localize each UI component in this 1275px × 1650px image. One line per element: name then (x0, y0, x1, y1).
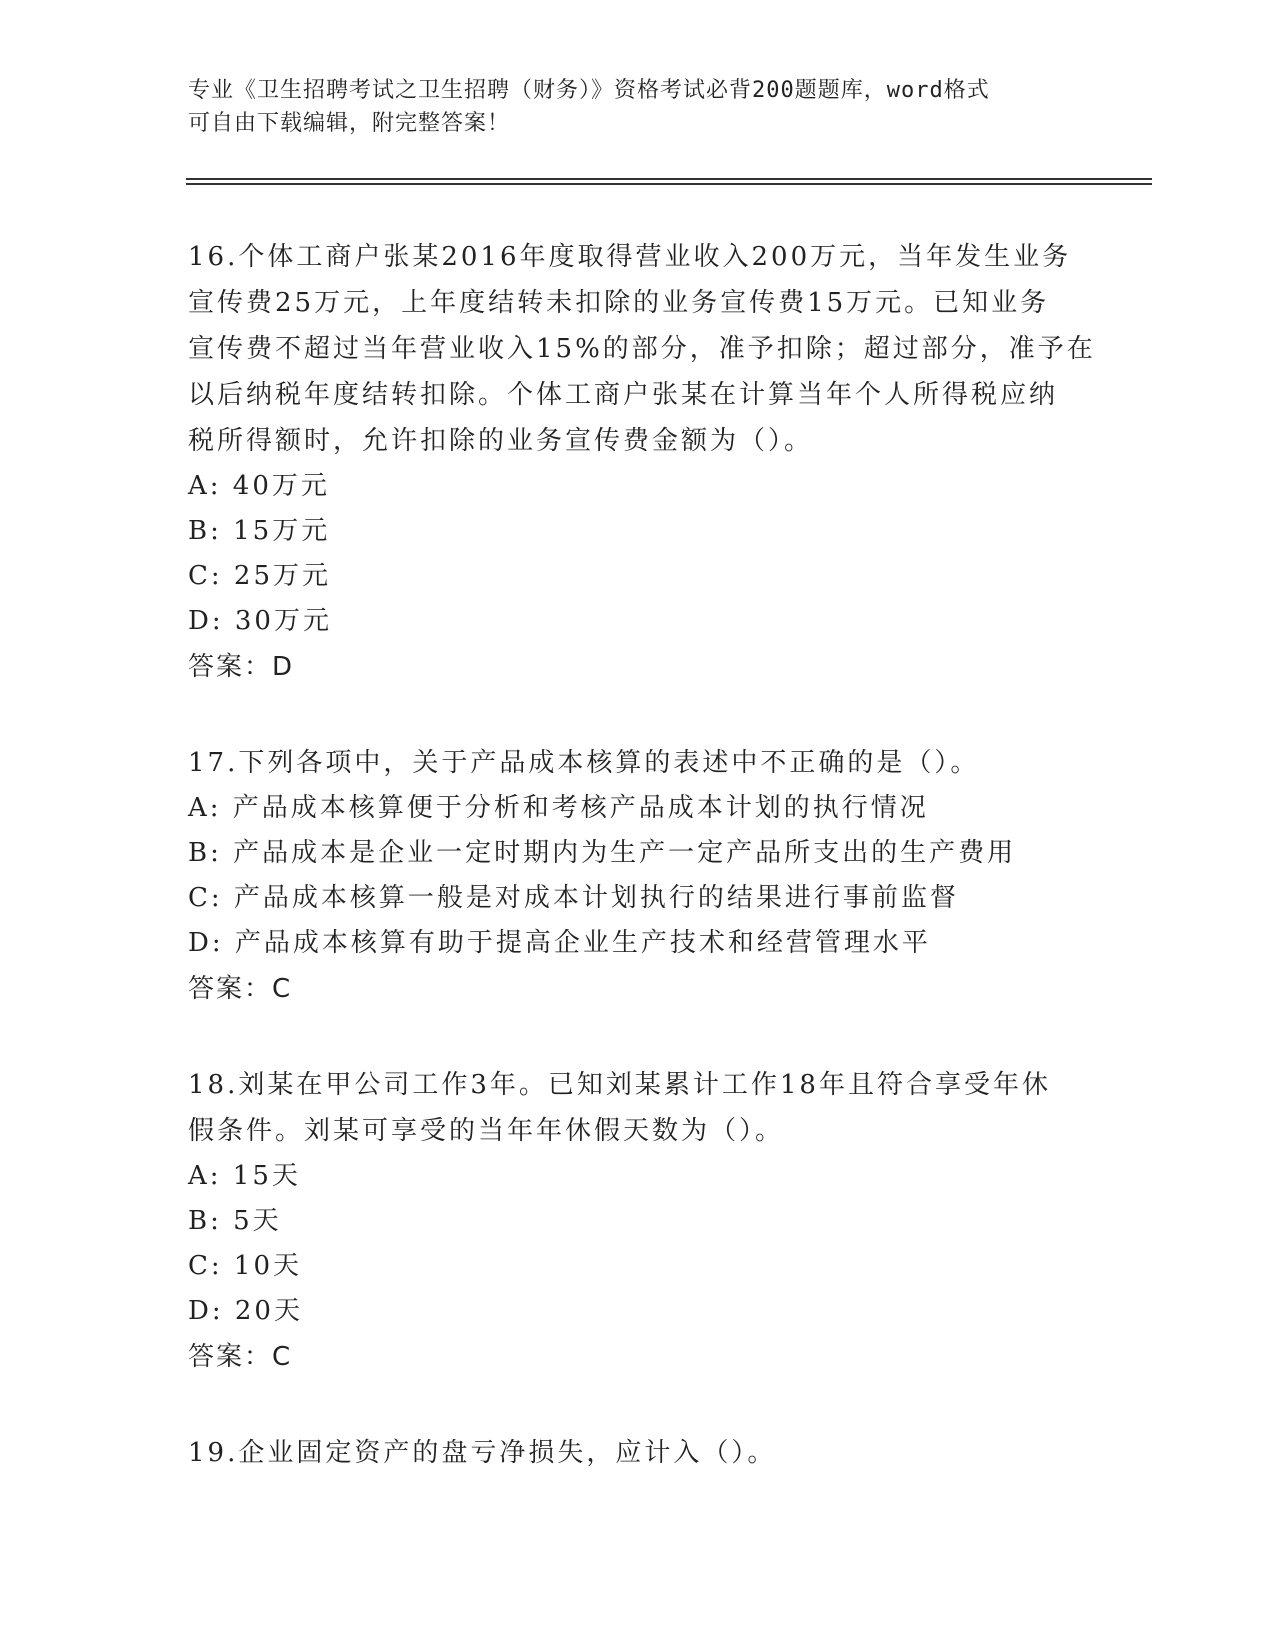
option-c: C: 产品成本核算一般是对成本计划执行的结果进行事前监督 (188, 883, 959, 913)
option-a: A: 产品成本核算便于分析和考核产品成本计划的执行情况 (188, 793, 929, 823)
question-text-line: 宣传费不超过当年营业收入15%的部分，准予扣除；超过部分，准予在 (188, 334, 1096, 364)
option-b: B: 产品成本是企业一定时期内为生产一定产品所支出的生产费用 (188, 838, 1017, 868)
option-d: D: 产品成本核算有助于提高企业生产技术和经营管理水平 (188, 928, 931, 958)
question-text-line: 税所得额时，允许扣除的业务宣传费金额为（）。 (188, 426, 814, 456)
header-line: 可自由下载编辑，附完整答案！ (188, 111, 511, 136)
option-c: C: 25万元 (188, 561, 332, 591)
question-16 (188, 234, 1108, 691)
answer-line: 答案：C (188, 974, 293, 1004)
question-text-line: 假条件。刘某可享受的当年年休假天数为（）。 (188, 1116, 785, 1146)
option-d: D: 30万元 (188, 606, 332, 636)
question-text-line: 宣传费25万元，上年度结转未扣除的业务宣传费15万元。已知业务 (188, 288, 1050, 318)
document-header (188, 74, 1068, 140)
answer-line: 答案：D (188, 652, 295, 682)
header-line: 专业《卫生招聘考试之卫生招聘（财务）》资格考试必背200题题库，word格式 (188, 78, 990, 103)
option-c: C: 10天 (188, 1251, 303, 1281)
option-a: A: 15天 (188, 1161, 301, 1191)
question-text-line: 以后纳税年度结转扣除。个体工商户张某在计算当年个人所得税应纳 (188, 380, 1059, 410)
option-b: B: 5天 (188, 1206, 282, 1236)
option-a: A: 40万元 (188, 471, 330, 501)
answer-line: 答案：C (188, 1342, 293, 1372)
question-list (188, 234, 1108, 1525)
question-text-line: 19.企业固定资产的盘亏净损失，应计入（）。 (188, 1438, 777, 1468)
header-divider (186, 178, 1152, 180)
question-text-line: 17.下列各项中，关于产品成本核算的表述中不正确的是（）。 (188, 748, 980, 778)
option-d: D: 20天 (188, 1296, 303, 1326)
question-19 (188, 1430, 1108, 1476)
header-divider (186, 183, 1152, 185)
question-17 (188, 740, 1108, 1013)
question-text-line: 16.个体工商户张某2016年度取得营业收入200万元，当年发生业务 (188, 242, 1072, 272)
question-18 (188, 1062, 1108, 1381)
option-b: B: 15万元 (188, 516, 331, 546)
question-text-line: 18.刘某在甲公司工作3年。已知刘某累计工作18年且符合享受年休 (188, 1070, 1051, 1100)
